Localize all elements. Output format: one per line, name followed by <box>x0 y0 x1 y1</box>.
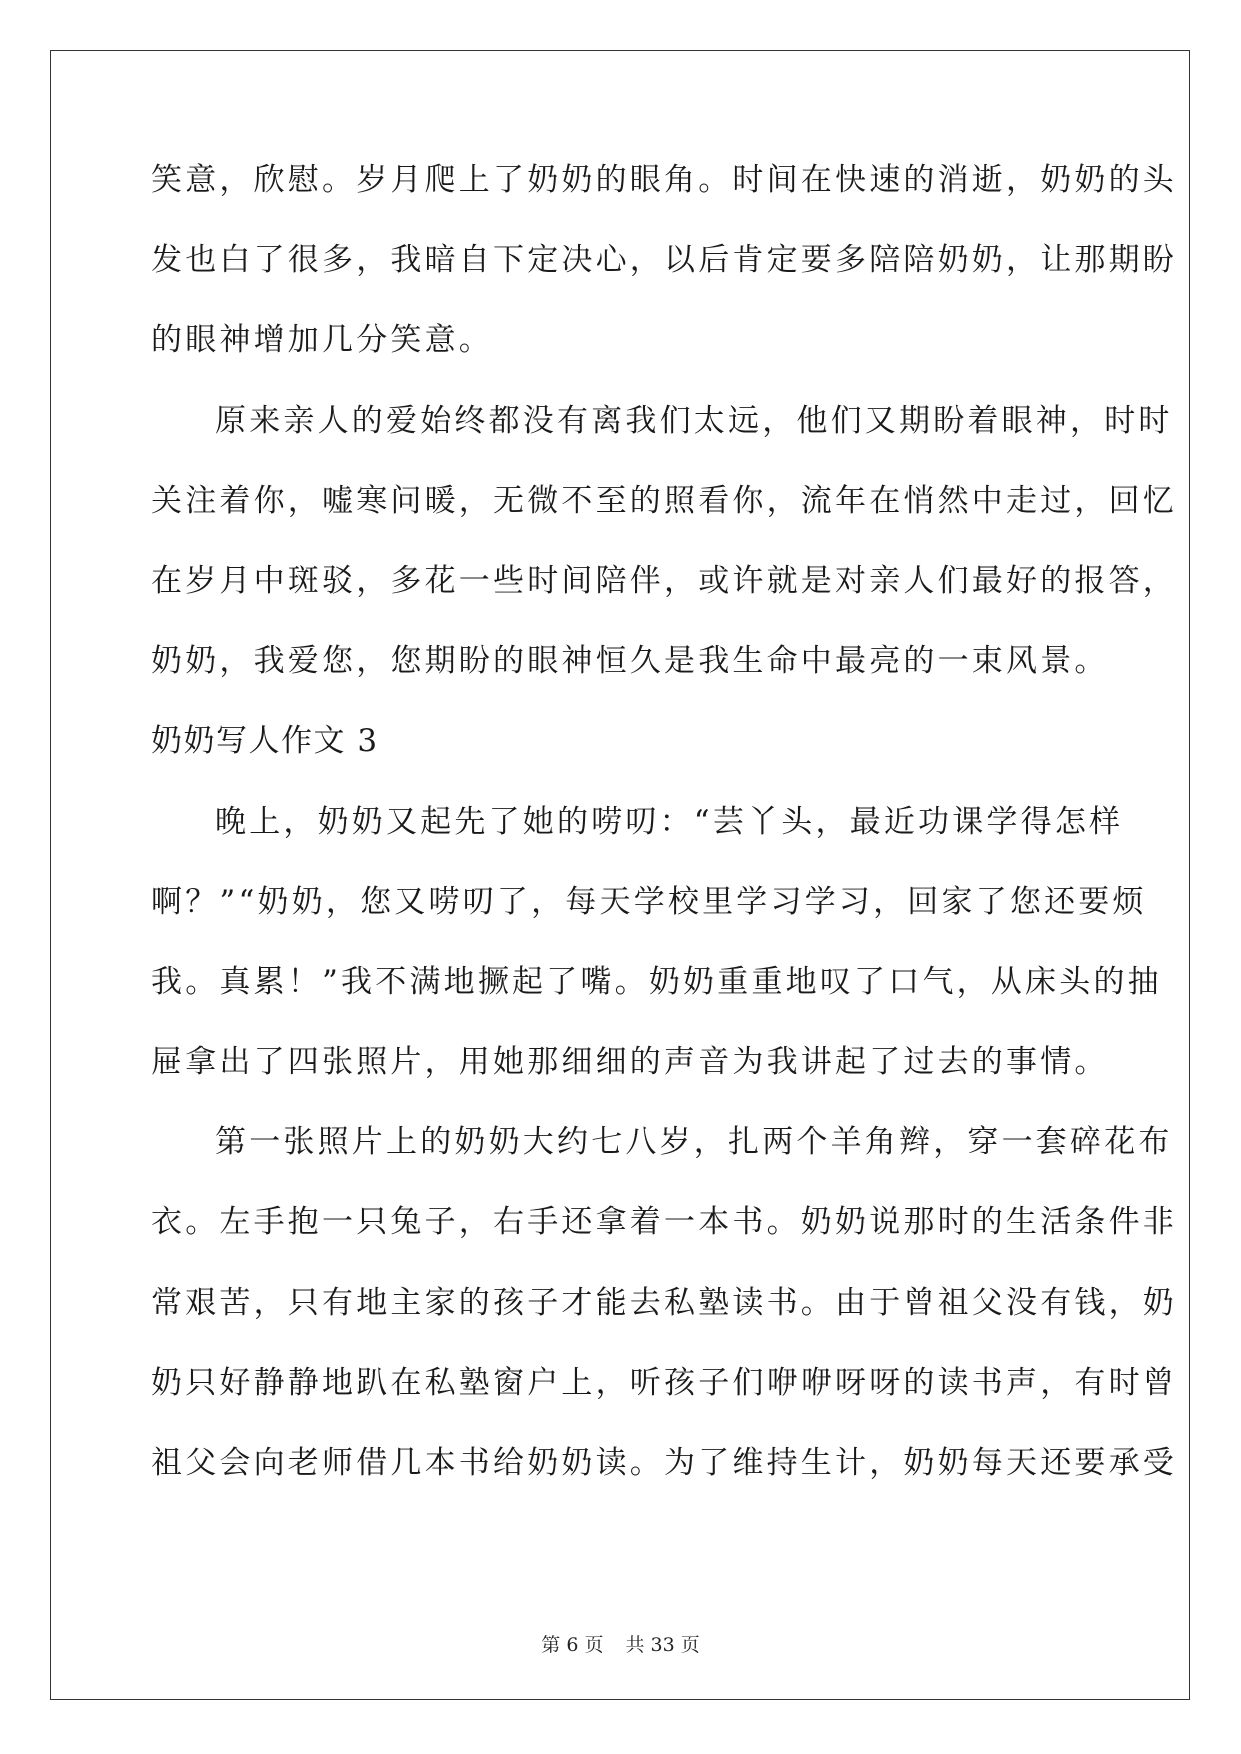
text-line: 关注着你，嘘寒问暖，无微不至的照看你，流年在悄然中走过，回忆 <box>151 482 1177 519</box>
text-line: 衣。左手抱一只兔子，右手还拿着一本书。奶奶说那时的生活条件非 <box>151 1204 1177 1241</box>
text-line: 在岁月中斑驳，多花一些时间陪伴，或许就是对亲人们最好的报答， <box>151 562 1177 599</box>
page-total: 共 33 页 <box>625 1634 700 1656</box>
text-line: 发也白了很多，我暗自下定决心，以后肯定要多陪陪奶奶，让那期盼 <box>151 242 1177 279</box>
text-line: 啊？”“奶奶，您又唠叨了，每天学校里学习学习，回家了您还要烦 <box>151 883 1147 920</box>
section-heading: 奶奶写人作文 3 <box>151 723 379 760</box>
document-body <box>151 160 1177 1523</box>
text-line: 的眼神增加几分笑意。 <box>151 322 493 359</box>
text-line: 屉拿出了四张照片，用她那细细的声音为我讲起了过去的事情。 <box>151 1044 1109 1081</box>
text-line: 我。真累！”我不满地撅起了嘴。奶奶重重地叹了口气，从床头的抽 <box>151 963 1162 1000</box>
text-line: 笑意，欣慰。岁月爬上了奶奶的眼角。时间在快速的消逝，奶奶的头 <box>151 162 1177 198</box>
text-line: 第一张照片上的奶奶大约七八岁，扎两个羊角辫，穿一套碎花布 <box>215 1124 1173 1161</box>
text-line: 常艰苦，只有地主家的孩子才能去私塾读书。由于曾祖父没有钱，奶 <box>151 1284 1177 1321</box>
page-footer <box>0 1630 1241 1657</box>
text-line: 原来亲人的爱始终都没有离我们太远，他们又期盼着眼神，时时 <box>215 402 1173 439</box>
text-line: 奶奶，我爱您，您期盼的眼神恒久是我生命中最亮的一束风景。 <box>151 643 1109 680</box>
text-line: 奶只好静静地趴在私塾窗户上，听孩子们咿咿呀呀的读书声，有时曾 <box>151 1364 1177 1401</box>
text-line: 祖父会向老师借几本书给奶奶读。为了维持生计，奶奶每天还要承受 <box>151 1445 1177 1481</box>
text-line: 晚上，奶奶又起先了她的唠叨：“芸丫头，最近功课学得怎样 <box>215 803 1124 840</box>
page-number: 第 6 页 <box>541 1634 604 1656</box>
